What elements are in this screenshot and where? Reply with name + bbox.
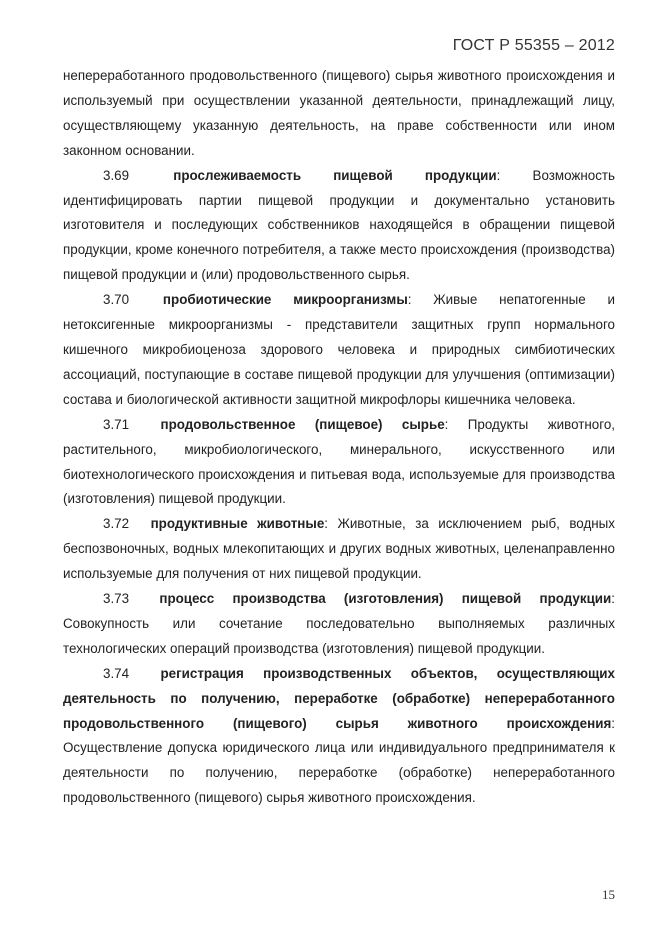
- defined-term: регистрация производственных объектов, осуществляющих деятельность по получению, переработке (обработке) непереработанного продовольственного (пищевого) сырья животного происхождения: [63, 665, 615, 731]
- clause-number: 3.73: [103, 591, 130, 607]
- clause-number: 3.72: [103, 516, 130, 532]
- definition-text: : Осуществление допуска юридического лица или индивидуального предпринимателя к деятельности по получению, переработке (обработке) непереработанного продовольственного (пищевого) сырья животного происхождения.: [63, 715, 615, 806]
- standard-header: ГОСТ Р 55355 – 2012: [452, 37, 615, 54]
- definition-3-71: [63, 413, 615, 513]
- defined-term: процесс производства (изготовления) пищевой продукции: [159, 591, 612, 607]
- definition-text: : Животные, за исключением рыб, водных беспозвоночных, водных млекопитающих и других водных животных, целенаправленно используемые для получения от них пищевой продукции.: [63, 516, 615, 582]
- definition-text: : Возможность идентифицировать партии пищевой продукции и документально установить изготовителя и последующих собственников находящейся в обращении пищевой продукции, кроме конечного потребителя, а также место происхождения (производства) пищевой продукции и (или) продовольственного сырья.: [63, 167, 615, 283]
- defined-term: прослеживаемость пищевой продукции: [173, 167, 497, 183]
- clause-number: 3.71: [103, 416, 130, 432]
- definition-3-69: [63, 164, 615, 289]
- paragraph-continuation: [63, 64, 615, 164]
- definition-3-73: [63, 587, 615, 662]
- paragraph-text: непереработанного продовольственного (пищевого) сырья животного происхождения и используемый при осуществлении указанной деятельности, принадлежащий лицу, осуществляющему указанную деятельность, на праве собственности или ином законном основании.: [63, 68, 615, 158]
- defined-term: продовольственное (пищевое) сырье: [160, 416, 445, 432]
- definition-3-70: [63, 288, 615, 413]
- definition-3-72: [63, 512, 615, 587]
- clause-number: 3.74: [103, 665, 130, 681]
- defined-term: пробиотические микроорганизмы: [162, 292, 408, 308]
- definition-text: : Совокупность или сочетание последовательно выполняемых различных технологических операций производства (изготовления) пищевой продукции.: [63, 591, 615, 656]
- page-number: 15: [602, 887, 615, 902]
- definition-3-74: [63, 662, 615, 811]
- clause-number: 3.70: [103, 292, 130, 308]
- defined-term: продуктивные животные: [150, 516, 325, 532]
- definition-text: : Живые непатогенные и нетоксигенные микроорганизмы - представители защитных групп нормального кишечного микробиоценоза здорового человека и природных симбиотических ассоциаций, поступающие в составе пищевой продукции для улучшения (оптимизации) состава и биологической активности защитной микрофлоры кишечника человека.: [63, 292, 615, 407]
- document-body: [63, 64, 615, 811]
- clause-number: 3.69: [103, 167, 130, 183]
- definition-text: : Продукты животного, растительного, микробиологического, минерального, искусственного или биотехнологического происхождения и питьевая вода, используемые для производства (изготовления) пищевой продукции.: [63, 416, 615, 507]
